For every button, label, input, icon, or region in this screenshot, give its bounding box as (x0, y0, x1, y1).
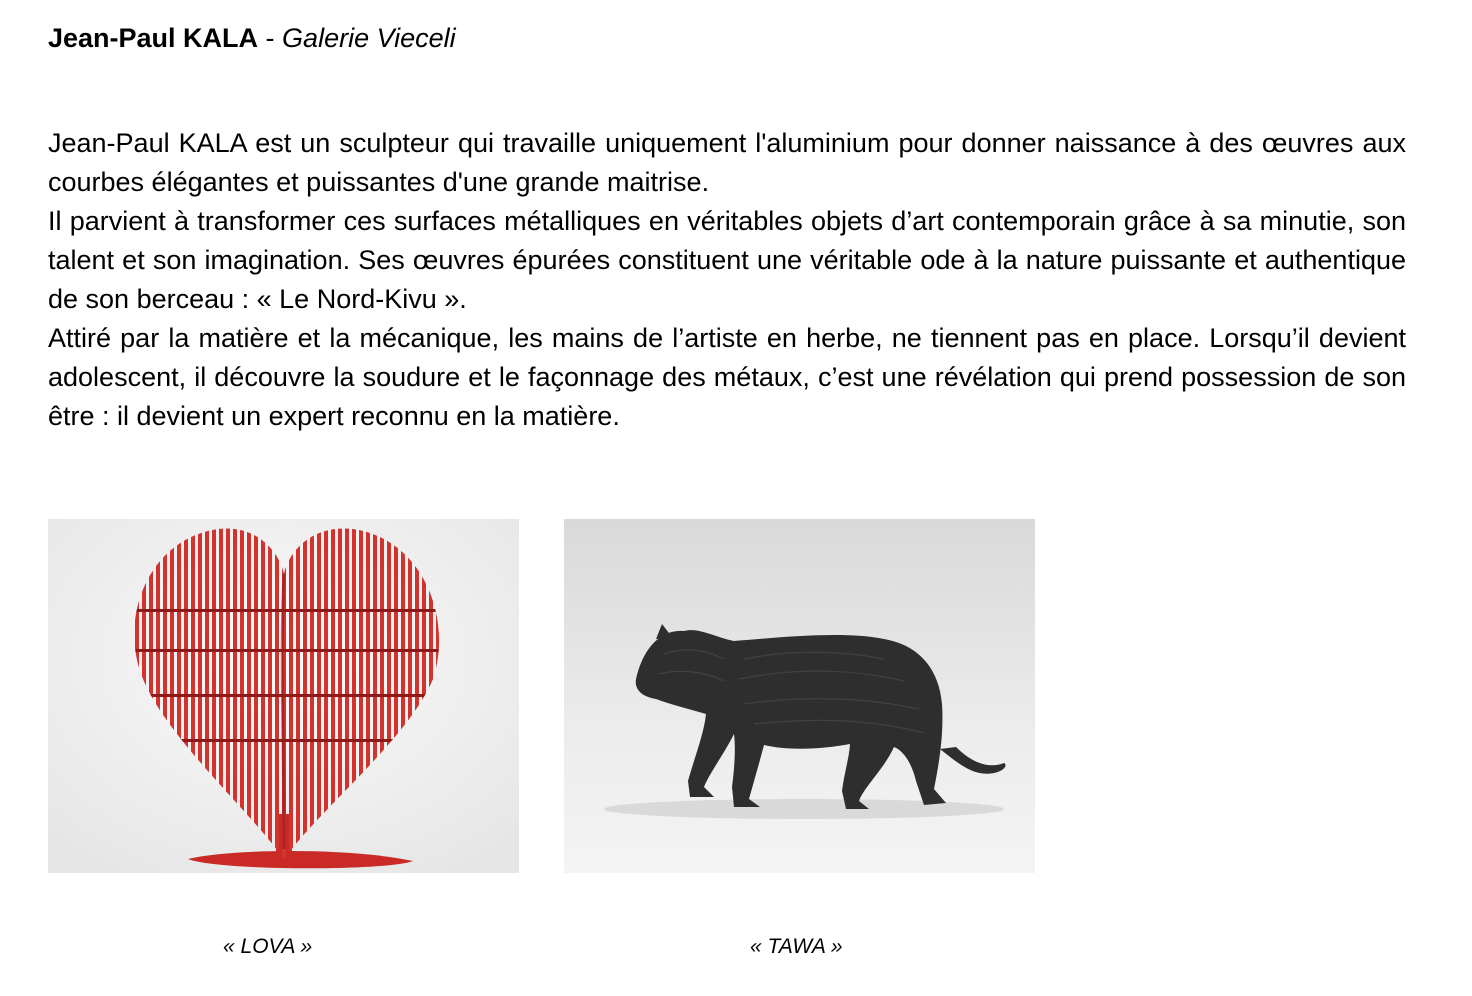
description-paragraph: Jean-Paul KALA est un sculpteur qui travaille uniquement l'aluminium pour donner naissance à des œuvres aux courbes élégantes et puissantes d'une grande maitrise. (48, 128, 1406, 197)
page-header (48, 22, 456, 54)
gallery-name: Galerie Vieceli (282, 23, 456, 53)
description-paragraph: Il parvient à transformer ces surfaces métalliques en véritables objets d’art contemporain grâce à sa minutie, son talent et son imagination. Ses œuvres épurées constituent une véritable ode à la nature puissante et authentique de son berceau : « Le Nord-Kivu ». (48, 206, 1406, 314)
artist-name: Jean-Paul KALA (48, 23, 259, 53)
panther-sculpture-image (564, 519, 1035, 873)
header-separator: - (258, 23, 283, 53)
artwork-caption-tawa: « TAWA » (750, 935, 843, 958)
artwork-image-lova (48, 519, 519, 873)
heart-sculpture-image (48, 519, 519, 873)
description-paragraph: Attiré par la matière et la mécanique, les mains de l’artiste en herbe, ne tiennent pas en place. Lorsqu’il devient adolescent, il découvre la soudure et le façonnage des métaux, c’est une révélation qui prend possession de son être : il devient un expert reconnu en la matière. (48, 323, 1406, 431)
artwork-caption-lova: « LOVA » (223, 935, 313, 958)
artwork-image-tawa (564, 519, 1035, 873)
artist-description (48, 124, 1406, 436)
